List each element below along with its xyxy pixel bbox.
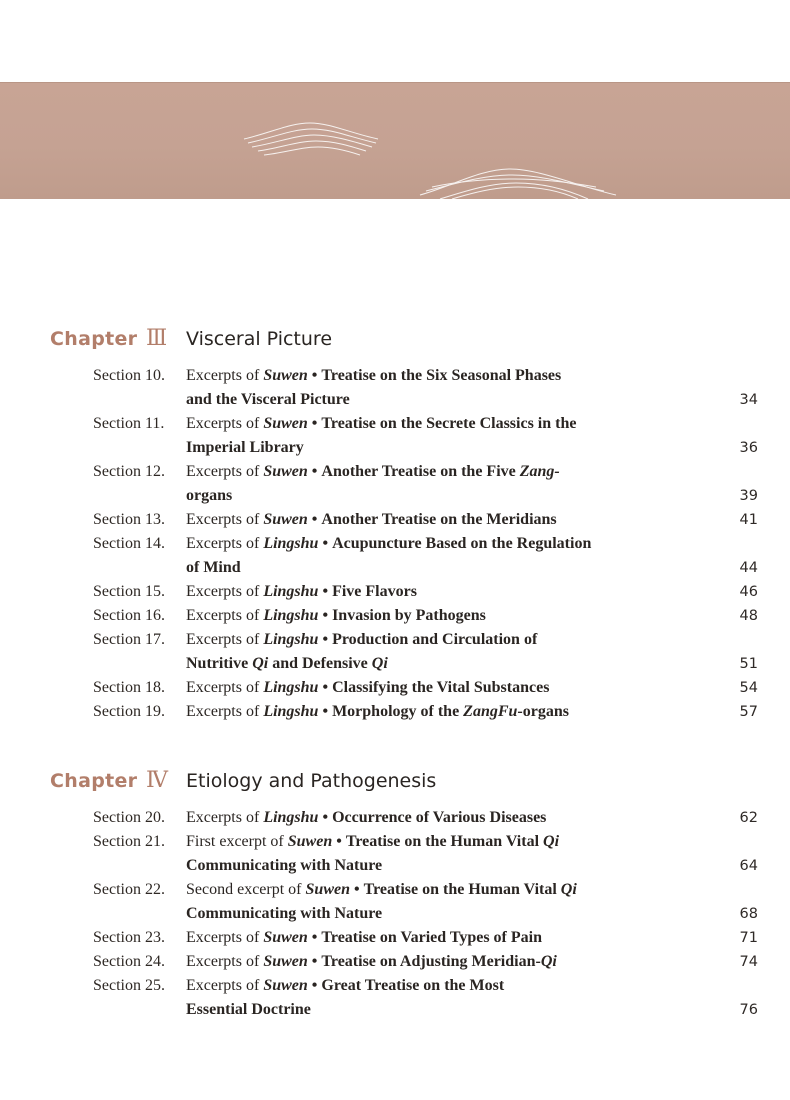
entry-prefix: Excerpts of <box>186 679 260 696</box>
wave-lines-icon <box>0 83 790 199</box>
bullet-separator: • <box>322 679 329 696</box>
bullet-separator: • <box>336 833 342 850</box>
bullet-separator: • <box>311 953 318 970</box>
title-part: Qi <box>252 655 269 672</box>
entry-prefix: Excerpts of <box>186 463 260 480</box>
title-line-2 <box>186 652 388 676</box>
title-part: -organs <box>517 703 569 720</box>
entry-title[interactable] <box>186 604 486 628</box>
entry-title[interactable] <box>186 700 569 724</box>
section-label: Section 12. <box>93 463 165 480</box>
book-name: Lingshu <box>263 583 319 600</box>
title-line-2: Imperial Library <box>186 439 304 456</box>
section-label: Section 23. <box>93 929 165 946</box>
entry-title[interactable] <box>186 878 577 902</box>
toc-entry[interactable] <box>0 532 790 556</box>
toc-entry-continuation <box>0 652 790 676</box>
title-part: Treatise on the Human Vital <box>345 833 544 850</box>
section-label: Section 10. <box>93 367 165 384</box>
entry-main-title <box>321 953 556 970</box>
entry-prefix: Excerpts of <box>186 809 260 826</box>
page-number: 68 <box>739 906 758 922</box>
book-name: Suwen <box>263 367 308 384</box>
entry-title[interactable] <box>186 974 504 998</box>
page-number: 36 <box>739 440 758 456</box>
title-line-2: Communicating with Nature <box>186 905 383 922</box>
chapter-word: Chapter <box>50 770 138 792</box>
entry-main-title <box>346 833 559 850</box>
section-label: Section 13. <box>93 511 165 528</box>
bullet-separator: • <box>311 463 318 480</box>
title-line-1: Occurrence of Various Diseases <box>332 809 547 826</box>
bullet-separator: • <box>322 631 329 648</box>
toc-entry[interactable] <box>0 806 790 830</box>
title-line-1: Treatise on the Six Seasonal Phases <box>321 367 562 384</box>
chapter-word: Chapter <box>50 328 138 350</box>
entry-title[interactable] <box>186 806 546 830</box>
toc-entry[interactable] <box>0 580 790 604</box>
toc-entry[interactable] <box>0 628 790 652</box>
title-line-2: organs <box>186 487 233 504</box>
entry-main-title <box>321 367 561 384</box>
page-number: 71 <box>739 930 758 946</box>
title-line-2: and the Visceral Picture <box>186 391 350 408</box>
bullet-separator: • <box>322 703 329 720</box>
title-part: Qi <box>543 833 560 850</box>
toc-entry-continuation <box>0 388 790 412</box>
section-label: Section 17. <box>93 631 165 648</box>
title-line-1: Treatise on Varied Types of Pain <box>321 929 542 946</box>
bullet-separator: • <box>311 929 318 946</box>
page-number: 74 <box>739 954 758 970</box>
title-line-1: Great Treatise on the Most <box>321 977 505 994</box>
toc-entry-continuation <box>0 998 790 1022</box>
bullet-separator: • <box>322 535 329 552</box>
section-label: Section 22. <box>93 881 165 898</box>
entry-main-title <box>332 703 569 720</box>
book-name: Suwen <box>263 977 308 994</box>
bullet-separator: • <box>311 977 318 994</box>
entry-title[interactable] <box>186 364 561 388</box>
entry-main-title <box>321 511 556 528</box>
section-label: Section 24. <box>93 953 165 970</box>
title-part: Treatise on the Human Vital <box>363 881 561 898</box>
entry-main-title <box>332 809 546 826</box>
title-part: Nutritive <box>186 655 253 672</box>
title-part: and Defensive <box>268 655 372 672</box>
section-label: Section 25. <box>93 977 165 994</box>
title-part: Qi <box>560 881 577 898</box>
page-number: 41 <box>739 512 758 528</box>
entry-prefix: Excerpts of <box>186 583 260 600</box>
page-number: 54 <box>739 680 758 696</box>
entry-title[interactable] <box>186 830 559 854</box>
toc-entry[interactable] <box>0 508 790 532</box>
entry-main-title <box>332 631 537 648</box>
book-name: Suwen <box>263 415 308 432</box>
page-number: 51 <box>739 656 758 672</box>
book-name: Lingshu <box>263 703 319 720</box>
entry-prefix: Excerpts of <box>186 511 260 528</box>
chapter-heading <box>50 768 750 798</box>
book-name: Suwen <box>263 511 308 528</box>
page-number: 44 <box>739 560 758 576</box>
title-part: Morphology of the <box>332 703 464 720</box>
title-italic: Zang- <box>519 463 560 480</box>
entry-prefix: Excerpts of <box>186 415 260 432</box>
title-line-1: Production and Circulation of <box>332 631 538 648</box>
toc-entry[interactable] <box>0 830 790 854</box>
page-number: 64 <box>739 858 758 874</box>
entry-title[interactable] <box>186 412 576 436</box>
chapter-heading <box>50 326 750 356</box>
section-label: Section 18. <box>93 679 165 696</box>
toc-entry[interactable] <box>0 412 790 436</box>
chapter-numeral: Ⅲ <box>146 326 167 351</box>
entry-main-title <box>332 583 417 600</box>
title-line-1: Another Treatise on the Five <box>321 463 516 480</box>
entry-main-title <box>321 977 504 994</box>
entry-title[interactable] <box>186 508 557 532</box>
entry-title[interactable] <box>186 628 537 652</box>
entry-title[interactable] <box>186 676 549 700</box>
entry-prefix: Excerpts of <box>186 535 260 552</box>
section-label: Section 15. <box>93 583 165 600</box>
book-name: Lingshu <box>263 535 319 552</box>
entry-main-title <box>332 607 486 624</box>
bullet-separator: • <box>322 809 329 826</box>
title-line-2: of Mind <box>186 559 241 576</box>
toc-entry[interactable] <box>0 878 790 902</box>
chapter-numeral: Ⅳ <box>146 768 167 793</box>
page-number: 46 <box>739 584 758 600</box>
title-line-1: Classifying the Vital Substances <box>332 679 550 696</box>
book-name: Suwen <box>263 929 308 946</box>
entry-main-title <box>321 463 559 480</box>
title-line-1: Another Treatise on the Meridians <box>321 511 557 528</box>
book-name: Lingshu <box>263 631 319 648</box>
chapter-title[interactable]: Visceral Picture <box>186 328 333 350</box>
entry-main-title <box>332 679 549 696</box>
title-line-2: Essential Doctrine <box>186 1001 311 1018</box>
toc-entry[interactable] <box>0 950 790 974</box>
bullet-separator: • <box>353 881 360 898</box>
toc-entry[interactable] <box>0 700 790 724</box>
entry-prefix: Excerpts of <box>186 607 260 624</box>
entry-prefix: Excerpts of <box>186 703 260 720</box>
entry-main-title <box>321 929 542 946</box>
book-name: Suwen <box>305 881 350 898</box>
header-banner <box>0 82 790 199</box>
entry-title[interactable] <box>186 460 560 484</box>
title-line-1: Acupuncture Based on the Regulation <box>332 535 592 552</box>
page-number: 34 <box>739 392 758 408</box>
bullet-separator: • <box>322 583 329 600</box>
section-label: Section 19. <box>93 703 165 720</box>
title-part: Qi <box>371 655 388 672</box>
section-label: Section 14. <box>93 535 165 552</box>
title-line-1: Five Flavors <box>332 583 417 600</box>
chapter-title[interactable]: Etiology and Pathogenesis <box>186 770 437 792</box>
entry-title[interactable] <box>186 926 542 950</box>
section-label: Section 20. <box>93 809 165 826</box>
entry-prefix: Excerpts of <box>186 367 260 384</box>
section-label: Section 16. <box>93 607 165 624</box>
book-name: Suwen <box>287 833 333 850</box>
toc-entry-continuation <box>0 556 790 580</box>
page-number: 48 <box>739 608 758 624</box>
toc-entry-continuation <box>0 854 790 878</box>
page-number: 39 <box>739 488 758 504</box>
entry-prefix: Excerpts of <box>186 977 260 994</box>
book-name: Lingshu <box>263 679 319 696</box>
title-part: Treatise on Adjusting Meridian- <box>321 953 541 970</box>
entry-prefix: Excerpts of <box>186 953 260 970</box>
entry-prefix: Excerpts of <box>186 929 260 946</box>
toc-entry[interactable] <box>0 676 790 700</box>
page-number: 62 <box>739 810 758 826</box>
entry-prefix: First excerpt of <box>186 833 284 850</box>
toc-entry[interactable] <box>0 364 790 388</box>
bullet-separator: • <box>322 607 329 624</box>
section-label: Section 11. <box>93 415 165 432</box>
bullet-separator: • <box>311 367 318 384</box>
toc-entry[interactable] <box>0 604 790 628</box>
toc-entry[interactable] <box>0 926 790 950</box>
entry-title[interactable] <box>186 950 557 974</box>
title-part: ZangFu <box>463 703 518 720</box>
title-line-1: Treatise on the Secrete Classics in the <box>321 415 577 432</box>
entry-prefix: Second excerpt of <box>186 881 302 898</box>
book-name: Lingshu <box>263 809 319 826</box>
entry-title[interactable] <box>186 580 417 604</box>
entry-main-title <box>364 881 577 898</box>
section-label: Section 21. <box>93 833 165 850</box>
title-part: Qi <box>540 953 557 970</box>
page-number: 76 <box>739 1002 758 1018</box>
entry-prefix: Excerpts of <box>186 631 260 648</box>
book-name: Lingshu <box>263 607 319 624</box>
entry-main-title <box>321 415 576 432</box>
book-name: Suwen <box>263 463 308 480</box>
book-name: Suwen <box>263 953 308 970</box>
bullet-separator: • <box>311 415 318 432</box>
entry-title[interactable] <box>186 532 591 556</box>
bullet-separator: • <box>311 511 318 528</box>
title-line-2: Communicating with Nature <box>186 857 383 874</box>
toc-entry-continuation <box>0 902 790 926</box>
toc-entry-continuation <box>0 484 790 508</box>
title-line-1: Invasion by Pathogens <box>332 607 486 624</box>
page-number: 57 <box>739 704 758 720</box>
toc-entry-continuation <box>0 436 790 460</box>
toc-entry[interactable] <box>0 974 790 998</box>
toc-entry[interactable] <box>0 460 790 484</box>
entry-main-title <box>332 535 591 552</box>
